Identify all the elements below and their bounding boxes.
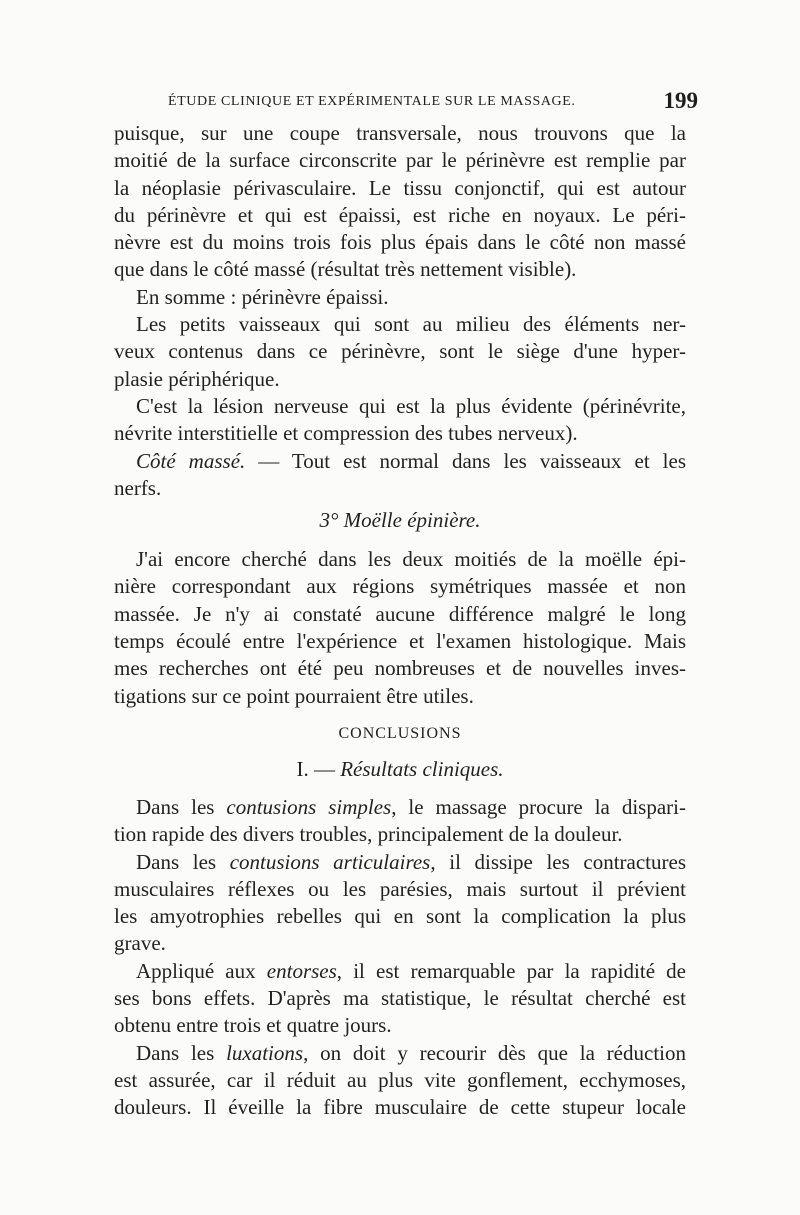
paragraph-vaisseaux bbox=[114, 311, 686, 393]
italic-term: luxations bbox=[226, 1040, 304, 1065]
text-line: plasie périphérique. bbox=[114, 366, 280, 391]
page-header bbox=[168, 88, 698, 118]
paragraph-lesion bbox=[114, 393, 686, 448]
text-run: , on doit y recourir dès que la réduction bbox=[303, 1040, 686, 1065]
text-line: Les petits vaisseaux qui sont au milieu des éléments ner- bbox=[136, 312, 686, 337]
paragraph-moelle bbox=[114, 546, 686, 710]
text-line: mes recherches ont été peu nombreuses et de nouvelles inves- bbox=[114, 656, 686, 681]
italic-term: entorses bbox=[266, 958, 337, 983]
text-line bbox=[114, 1040, 686, 1067]
text-line: grave. bbox=[114, 931, 166, 956]
text-line: temps écoulé entre l'expérience et l'examen histologique. Mais bbox=[114, 629, 686, 654]
paragraph-entorses bbox=[114, 958, 686, 1040]
text-line: moitié de la surface circonscrite par le périnèvre est remplie par bbox=[114, 148, 686, 173]
text-line: du périnèvre et qui est épaissi, est riche en noyaux. Le péri- bbox=[114, 202, 686, 227]
text-run: Dans les bbox=[136, 794, 227, 819]
text-line: tigations sur ce point pourraient être utiles. bbox=[114, 683, 474, 708]
text-line: douleurs. Il éveille la fibre musculaire de cette stupeur locale bbox=[114, 1095, 686, 1120]
running-title: ÉTUDE CLINIQUE ET EXPÉRIMENTALE SUR LE MASSAGE. bbox=[168, 94, 576, 109]
text-line bbox=[114, 958, 686, 985]
text-line: puisque, sur une coupe transversale, nous trouvons que la bbox=[114, 121, 686, 145]
text-run: Dans les bbox=[136, 849, 230, 874]
subsection-heading-resultats bbox=[114, 750, 686, 788]
text-run: , le massage procure la dispari- bbox=[391, 794, 686, 819]
paragraph-cote-masse bbox=[114, 448, 686, 503]
italic-term: contusions articulaires bbox=[229, 849, 431, 874]
text-line: nèvre est du moins trois fois plus épais dans le côté non massé bbox=[114, 230, 686, 255]
text-run: Dans les bbox=[136, 1040, 227, 1065]
text-run: — Tout est normal dans les vaisseaux et les bbox=[245, 448, 686, 473]
paragraph-perinevre bbox=[114, 120, 686, 284]
text-line: est assurée, car il réduit au plus vite gonflement, ecchymoses, bbox=[114, 1067, 686, 1092]
text-line: obtenu entre trois et quatre jours. bbox=[114, 1013, 392, 1038]
text-run: Appliqué aux bbox=[136, 958, 267, 983]
paragraph-luxations bbox=[114, 1040, 686, 1122]
paragraph-contusions-articulaires bbox=[114, 849, 686, 958]
text-line: En somme : périnèvre épaissi. bbox=[136, 284, 389, 309]
page-body bbox=[114, 120, 686, 1122]
text-run: , il est remarquable par la rapidité de bbox=[336, 958, 686, 983]
text-line bbox=[114, 849, 686, 876]
subsection-title: Résultats cliniques. bbox=[340, 756, 504, 781]
italic-lead: Côté massé. bbox=[136, 448, 246, 473]
page-number: 199 bbox=[663, 88, 698, 113]
text-line: ses bons effets. D'après ma statistique, le résultat cherché est bbox=[114, 986, 686, 1011]
section-heading-conclusions: CONCLUSIONS bbox=[338, 724, 462, 742]
paragraph-contusions-simples bbox=[114, 794, 686, 849]
text-line: musculaires réflexes ou les parésies, mais surtout il prévient bbox=[114, 876, 686, 901]
subsection-number: I. — bbox=[296, 756, 341, 781]
text-line: tion rapide des divers troubles, principalement de la douleur. bbox=[114, 822, 623, 847]
text-line: nerfs. bbox=[114, 475, 162, 500]
text-line: veux contenus dans ce périnèvre, sont le siège d'une hyper- bbox=[114, 339, 686, 364]
text-line: C'est la lésion nerveuse qui est la plus évidente (périnévrite, bbox=[136, 393, 686, 418]
text-line: névrite interstitielle et compression des tubes nerveux). bbox=[114, 421, 578, 446]
text-line: que dans le côté massé (résultat très nettement visible). bbox=[114, 257, 577, 282]
paragraph-en-somme bbox=[114, 284, 686, 311]
text-line: J'ai encore cherché dans les deux moitiés de la moëlle épi- bbox=[136, 547, 686, 572]
italic-term: contusions simples bbox=[226, 794, 392, 819]
text-line: nière correspondant aux régions symétriques massée et non bbox=[114, 574, 686, 599]
text-line bbox=[114, 794, 686, 821]
text-line: les amyotrophies rebelles qui en sont la complication la plus bbox=[114, 904, 686, 929]
text-run: , il dissipe les contractures bbox=[430, 849, 686, 874]
text-line: massée. Je n'y ai constaté aucune différence malgré le long bbox=[114, 601, 686, 626]
section-heading-moelle: 3° Moëlle épinière. bbox=[319, 508, 481, 533]
text-line bbox=[114, 448, 686, 475]
text-line: la néoplasie périvasculaire. Le tissu conjonctif, qui est autour bbox=[114, 175, 686, 200]
